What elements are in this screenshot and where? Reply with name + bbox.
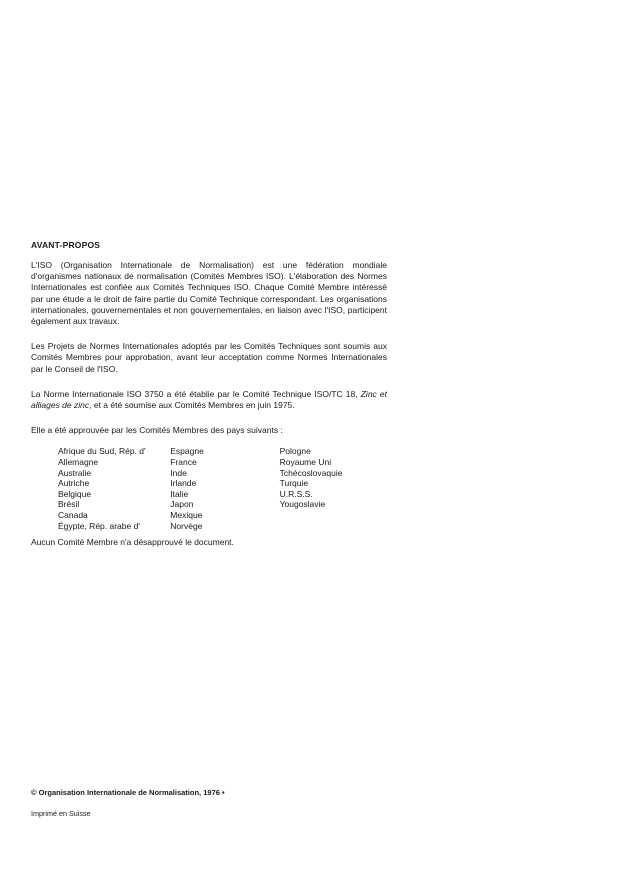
country-item: Norvège bbox=[170, 520, 203, 531]
country-column-2 bbox=[170, 446, 279, 531]
country-item: Yougoslavie bbox=[279, 499, 326, 510]
country-item: Afrique du Sud, Rép. d' bbox=[58, 446, 146, 457]
country-item: Turquie bbox=[279, 478, 309, 489]
country-item: Brésil bbox=[58, 499, 80, 510]
printed-in-line: Imprimé en Suisse bbox=[31, 809, 91, 818]
country-item: Pologne bbox=[279, 446, 311, 457]
country-list bbox=[58, 446, 387, 531]
country-item: Autriche bbox=[58, 478, 90, 489]
country-item: Allemagne bbox=[58, 457, 99, 468]
country-item: Tchécoslovaquie bbox=[279, 467, 343, 478]
paragraph-draft-standards: Les Projets de Normes Internationales adoptés par les Comités Techniques sont soumis aux Comités Membres pour approbation, avant leur acceptation comme Normes Internationales par le Conseil de l'ISO. bbox=[31, 341, 387, 374]
country-item: Australie bbox=[58, 467, 92, 478]
approval-intro: Elle a été approuvée par les Comités Membres des pays suivants : bbox=[31, 425, 283, 436]
paragraph-iso-intro: L'ISO (Organisation Internationale de Normalisation) est une fédération mondiale d'organismes nationaux de normalisation (Comités Membres ISO). L'élaboration des Normes Internationales est confiée aux Comités Techniques ISO. Chaque Comité Membre intéressé par une étude a le droit de faire partie du Comité Technique correspondant. Les organisations internationales, gouvernementales et non gouvernementales, en liaison avec l'ISO, participent également aux travaux. bbox=[31, 260, 387, 327]
country-column-1 bbox=[58, 446, 170, 531]
country-item: U.R.S.S. bbox=[279, 488, 313, 499]
paragraph-standard-origin-start: La Norme Internationale ISO 3750 a été établie par le Comité Technique ISO/TC 18, bbox=[31, 388, 361, 399]
disapproval-note: Aucun Comité Membre n'a désapprouvé le document. bbox=[31, 537, 234, 548]
foreword-heading: AVANT-PROPOS bbox=[31, 240, 101, 250]
foreword-section bbox=[31, 240, 387, 562]
paragraph-standard-origin bbox=[31, 389, 387, 411]
country-item: Mexique bbox=[170, 510, 203, 520]
country-item: Égypte, Rép. arabe d' bbox=[58, 520, 140, 531]
country-item: Japon bbox=[170, 499, 194, 510]
country-item: Italie bbox=[170, 488, 189, 499]
country-column-3 bbox=[280, 446, 387, 531]
country-item: France bbox=[170, 457, 197, 468]
committee-title: Zinc et alliages de zinc bbox=[31, 388, 387, 411]
country-item: Espagne bbox=[170, 446, 204, 457]
country-item: Belgique bbox=[58, 488, 92, 499]
country-item: Canada bbox=[58, 510, 88, 520]
country-item: Inde bbox=[170, 467, 187, 478]
country-item: Royaume Uni bbox=[279, 457, 332, 468]
paragraph-standard-origin-end: , et a été soumise aux Comités Membres en juin 1975. bbox=[89, 400, 295, 411]
copyright-line: © Organisation Internationale de Normalisation, 1976 • bbox=[31, 788, 225, 797]
country-item: Irlande bbox=[170, 478, 197, 489]
